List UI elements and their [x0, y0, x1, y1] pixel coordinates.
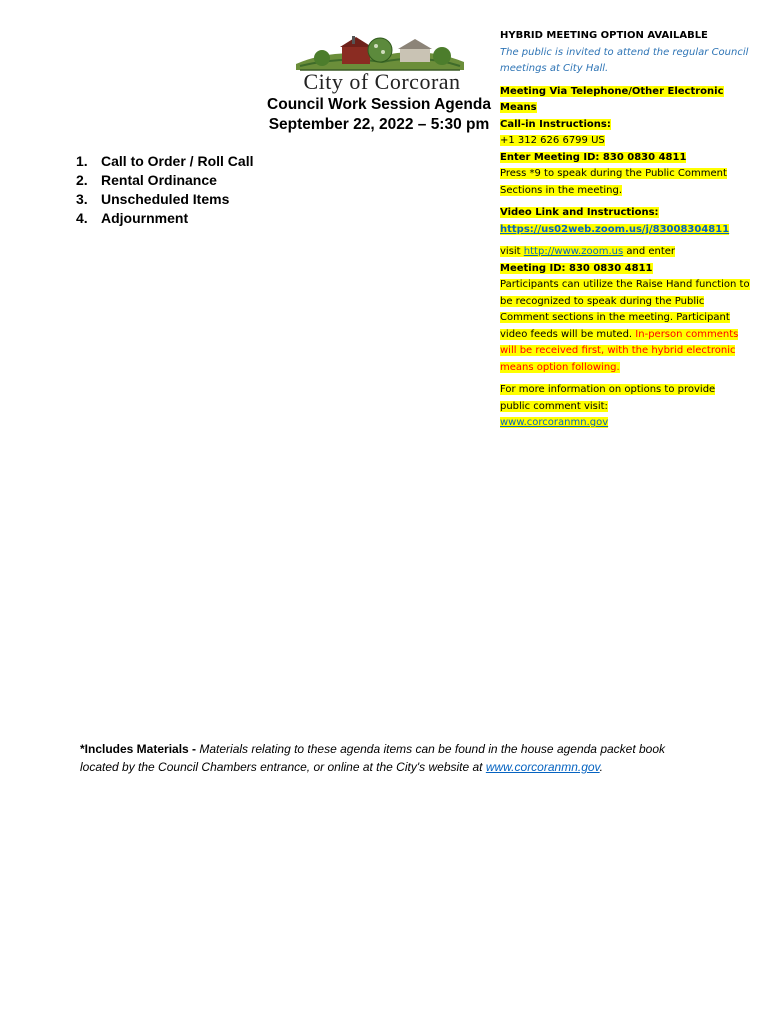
agenda-header — [262, 95, 496, 135]
agenda-item: 1. Call to Order / Roll Call — [76, 153, 254, 169]
hybrid-meeting-sidebar — [500, 28, 762, 432]
raise-hand-text: Participants can utilize the Raise Hand function to — [500, 279, 750, 290]
agenda-item-label: Call to Order / Roll Call — [101, 153, 254, 169]
invite-line: The public is invited to attend the regular Council — [500, 46, 749, 58]
footer-website-link[interactable]: www.corcoranmn.gov — [485, 760, 600, 774]
video-label: Video Link and Instructions: — [500, 207, 659, 218]
invite-line: meetings at City Hall. — [500, 63, 609, 74]
video-link[interactable]: https://us02web.zoom.us/j/83008304811 — [500, 223, 730, 235]
callin-label: Call-in Instructions: — [500, 118, 611, 130]
meeting-id: Meeting ID: 830 0830 4811 — [500, 262, 653, 274]
raise-hand-text: be recognized to speak during the Public — [500, 295, 705, 307]
logo-wordmark: City of Corcoran — [303, 69, 461, 94]
in-person-note: means option following. — [500, 361, 620, 373]
website-link[interactable]: www.corcoranmn.gov — [500, 417, 609, 428]
agenda-item-label: Unscheduled Items — [101, 191, 230, 207]
agenda-item-label: Adjournment — [101, 210, 189, 226]
agenda-item-label: Rental Ordinance — [101, 172, 217, 188]
materials-lead: *Includes Materials - — [80, 742, 200, 756]
more-info-text: public comment visit: — [500, 400, 608, 412]
agenda-item: 4. Adjournment — [76, 210, 189, 226]
muted-text: video feeds will be muted. — [500, 328, 636, 340]
materials-text: Materials relating to these agenda items can be found in the house agenda packet book located by the Council Chambers entrance, or online at the City's website at — [80, 742, 666, 774]
more-info-text: For more information on options to provide — [500, 384, 716, 395]
visit-text: visit http://www.zoom.us and enter — [500, 246, 676, 257]
zoom-link[interactable]: http://www.zoom.us — [523, 246, 624, 257]
agenda-list — [76, 152, 253, 228]
phone-heading: Meeting Via Telephone/Other Electronic Means — [500, 85, 724, 113]
press-instruction: Sections in the meeting. — [500, 184, 623, 196]
hybrid-heading: HYBRID MEETING OPTION AVAILABLE — [500, 30, 708, 41]
in-person-note: will be received first, with the hybrid electronic — [500, 345, 736, 356]
agenda-item: 3. Unscheduled Items — [76, 191, 230, 207]
raise-hand-text: Comment sections in the meeting. Participant — [500, 312, 730, 323]
in-person-note: In-person comments — [635, 328, 739, 340]
phone-number: +1 312 626 6799 US — [500, 135, 605, 146]
press-instruction: Press *9 to speak during the Public Comment — [500, 168, 727, 179]
agenda-title: Council Work Session Agenda — [267, 96, 491, 113]
materials-note: *Includes Materials - Materials relating to these agenda items can be found in the house agenda packet book located by the Council Chambers entrance, or online at the City's website at www.corcoranmn.gov. — [80, 742, 666, 774]
enter-meeting-id: Enter Meeting ID: 830 0830 4811 — [500, 151, 687, 163]
agenda-date: September 22, 2022 – 5:30 pm — [268, 116, 490, 133]
agenda-item: 2. Rental Ordinance — [76, 172, 217, 188]
